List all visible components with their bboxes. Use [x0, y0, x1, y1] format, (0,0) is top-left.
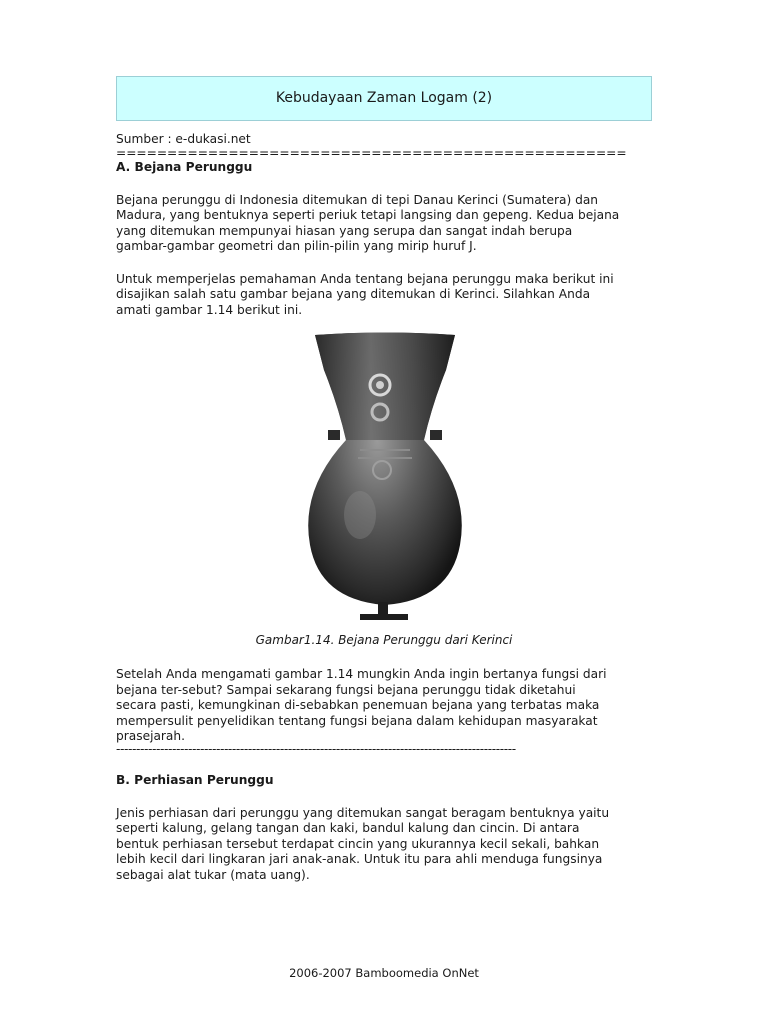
source-line: Sumber : e-dukasi.net [116, 132, 251, 146]
text-line: bentuk perhiasan tersebut terdapat cincin yang ukurannya kecil sekali, bahkan [116, 836, 600, 851]
section-b-heading: B. Perhiasan Perunggu [116, 773, 274, 787]
bronze-vessel-image [300, 330, 470, 630]
text-line: Jenis perhiasan dari perunggu yang ditemukan sangat beragam bentuknya yaitu [116, 805, 610, 820]
separator-dashes: ---------------------------------------------------------------------------------------------------- [116, 741, 516, 756]
text-line: amati gambar 1.14 berikut ini. [116, 302, 303, 317]
text-line: secara pasti, kemungkinan di-sebabkan penemuan bejana yang terbatas maka [116, 698, 600, 712]
section-b-paragraph-1 [116, 806, 656, 884]
section-a-paragraph-1 [116, 193, 656, 255]
spacer [116, 757, 656, 774]
text-line: Bejana perunggu di Indonesia ditemukan di tepi Danau Kerinci (Sumatera) dan [116, 192, 599, 207]
figure-caption: Gambar1.14. Bejana Perunggu dari Kerinci [255, 633, 513, 647]
text-line: lebih kecil dari lingkaran jari anak-anak. Untuk itu para ahli menduga fungsinya [116, 852, 603, 866]
spacer [116, 255, 656, 272]
section-a-top [116, 132, 656, 318]
spacer [116, 789, 656, 806]
text-line: gambar-gambar geometri dan pilin-pilin yang mirip huruf J. [116, 239, 477, 253]
separator-equals: ================================================== [116, 145, 627, 160]
text-line: sebagai alat tukar (mata uang). [116, 867, 310, 882]
text-line: seperti kalung, gelang tangan dan kaki, bandul kalung dan cincin. Di antara [116, 821, 580, 835]
text-line: yang ditemukan mempunyai hiasan yang serupa dan sangat indah berupa [116, 223, 573, 238]
text-line: bejana ter-sebut? Sampai sekarang fungsi bejana perunggu tidak diketahui [116, 682, 576, 697]
section-a-paragraph-2 [116, 272, 656, 319]
text-line: Madura, yang bentuknya seperti periuk tetapi langsing dan gepeng. Kedua bejana [116, 208, 620, 222]
text-line: Untuk memperjelas pemahaman Anda tentang bejana perunggu maka berikut ini [116, 271, 614, 286]
section-a-paragraph-3 [116, 667, 656, 745]
text-line: mempersulit penyelidikan tentang fungsi bejana dalam kehidupan masyarakat [116, 713, 598, 728]
spacer [116, 176, 656, 193]
section-a-continued [116, 667, 656, 883]
page-title-text: Kebudayaan Zaman Logam (2) [275, 89, 493, 106]
text-line: prasejarah. [116, 729, 185, 743]
text-line: disajikan salah satu gambar bejana yang ditemukan di Kerinci. Silahkan Anda [116, 287, 591, 301]
page-title [116, 76, 652, 121]
text-line: Setelah Anda mengamati gambar 1.14 mungkin Anda ingin bertanya fungsi dari [116, 667, 607, 681]
section-a-heading: A. Bejana Perunggu [116, 160, 253, 174]
bronze-vessel-illustration [300, 330, 470, 630]
footer-text: 2006-2007 Bamboomedia OnNet [289, 966, 479, 980]
